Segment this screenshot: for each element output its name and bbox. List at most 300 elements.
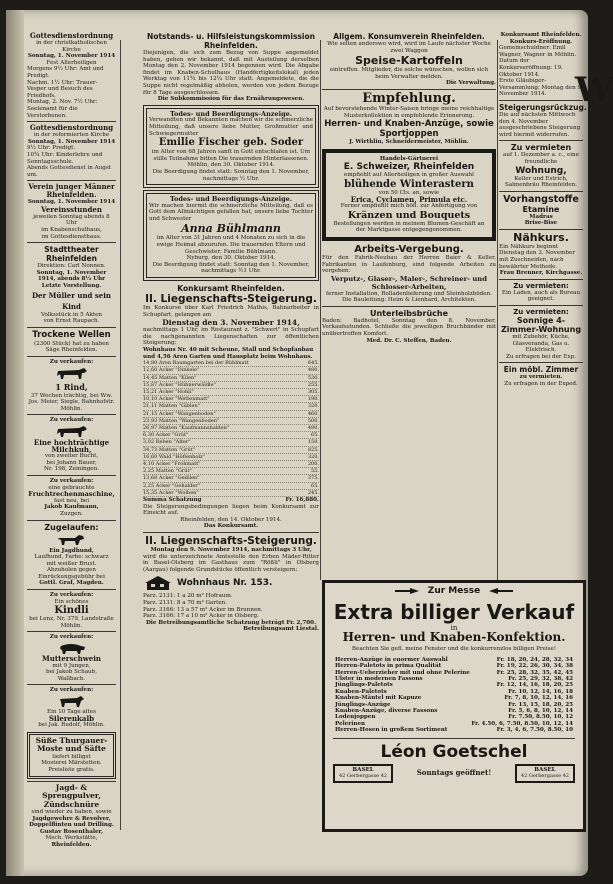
property-item: 6,30 Acker "Grüt" xyxy=(143,432,189,439)
pointing-hand-icon xyxy=(488,587,514,595)
divider xyxy=(499,229,583,230)
ad-body: Auf bevorstehende Winter-Saison bringe meine reichhaltige Musterkollektion in empfehlende Erinnerung. xyxy=(323,105,495,119)
property-value: 55. xyxy=(311,468,319,475)
price-values: Fr. 4.50, 6, 7.50, 8.50, 10, 12, 14 xyxy=(471,720,573,727)
ad-head: Zu verkaufen: xyxy=(49,477,94,484)
notice-place: Nyburg, den 30. Oktober 1914. xyxy=(186,255,276,262)
ad-line: Nachm. 1½ Uhr: Trauer-Vesper und Besuch des Friedhofs. xyxy=(27,79,98,99)
ad-body: von 50 Cts. an, sowie xyxy=(378,189,440,196)
price-values: Fr. 25, 29, 32, 38, 42 xyxy=(508,676,573,683)
property-row xyxy=(143,418,319,425)
ad-line: fast neu, bei xyxy=(53,497,90,504)
notice-name: Anna Bühlmann xyxy=(181,222,281,236)
ad-date: Sonntag, 1. November 1914 xyxy=(27,199,116,206)
price-label: Pelerinen xyxy=(335,720,366,727)
mutterschwein-ad xyxy=(27,634,116,682)
price-label: Herren-Anzüge in enormer Auswahl xyxy=(335,656,448,663)
property-item: 4,10 Acker "Frohmatt" xyxy=(143,461,201,468)
ad-line: Ein Jagdhund, xyxy=(49,547,94,554)
divider xyxy=(499,305,583,306)
ad-signature: Die Verwaltung. xyxy=(446,80,496,87)
book-binding xyxy=(6,10,24,876)
notice-name: Emilie Fischer geb. Soder xyxy=(158,137,304,149)
ad-title: Fruchtrechenmaschine, xyxy=(28,490,115,499)
ad-subtitle: in der reformierten Kirche xyxy=(33,132,110,139)
ad-line: jeweilen Sonntag abends 8 Uhr xyxy=(33,213,110,227)
property-row xyxy=(143,454,319,461)
ad-line: Volksstück in 5 Akten xyxy=(40,311,103,318)
property-row xyxy=(143,490,319,497)
ad-title: Jagd- & Sprengpulver, Zündschnüre xyxy=(42,782,101,809)
ad-title: Steigerungsrückzug. xyxy=(499,102,587,112)
handelsgaertnerei-ad xyxy=(322,149,496,241)
property-row xyxy=(143,468,319,475)
section-title: Konkursamt Rheinfelden. xyxy=(177,284,285,294)
ad-line: Mech. Werkstätte, xyxy=(45,835,98,842)
property-value: 825. xyxy=(307,446,319,453)
ad-line: 37 Wochen trächtig, bei Ww. Jos. Meier, Siegle, Bahnhofstr. xyxy=(28,392,115,406)
property-value: 480. xyxy=(307,367,319,374)
ad-title: 1 Rind, xyxy=(55,381,88,392)
moebl-zimmer-ad xyxy=(499,365,583,387)
divider xyxy=(322,306,496,307)
property-value: 530. xyxy=(307,374,319,381)
property-item: 13,68 Acker "Geißlen" xyxy=(143,475,200,482)
ad-title: Arbeits-Vergebung. xyxy=(354,243,464,255)
price-label: Ulster in modernen Fassons xyxy=(335,676,423,683)
notstand-ad xyxy=(143,32,319,103)
price-values: Fr. 3, 4, 6, 7.50, 8.50, 10 xyxy=(496,727,573,734)
ad-line: Zu erfragen bei der Exp. xyxy=(505,353,576,360)
ad-line: 10¾ Uhr: Kinderlehre und Sonntagsschule. xyxy=(27,151,103,165)
column-rule-1 xyxy=(120,40,121,830)
ad-body: empfiehlt auf Allerheiligen in großer Auswahl xyxy=(344,172,474,179)
ad-headline: Verputz-, Glaser-, Maler-, Schreiner- und Schlosser-Arbeiten, xyxy=(331,274,487,291)
street: 42 Gerbergasse 42 xyxy=(339,773,388,780)
ad-title: Zu vermieten: xyxy=(513,281,569,290)
naehkurs-ad xyxy=(499,232,583,277)
jagd-ad xyxy=(27,784,116,849)
ad-title: Handels-Gärtnerei xyxy=(379,155,439,162)
ad-body: Diejenigen, die sich zum Bezug von Suppe angemeldet haben, gehen wir bekannt, daß mit Austeilung derselben Montag den 2. November 1914 begonnen wird. Die Abgabe findet im Knaben-Schulhaus (Handfertigkeitslokal) jeden Werktag von 11¾ bis 12¼ Uhr statt. Angemeldete, die die Suppe nicht regelmäßig abholen, werden von jedem Bezuge für 8 Tage ausgeschlossen. xyxy=(143,50,319,96)
property-item: 21,11 Matten "Giblen" xyxy=(143,403,200,410)
pointing-hand-icon xyxy=(394,587,420,595)
dog-icon xyxy=(57,533,87,547)
ad-title: Vorhangstoffe xyxy=(503,193,579,205)
price-values: Fr. 18, 20, 24, 28, 32, 34 xyxy=(496,656,573,663)
ad-line: Gottl. Graf, Magden. xyxy=(39,580,104,587)
ad-title: Vereinsstunden xyxy=(41,204,102,214)
ad-line: Madras xyxy=(529,213,553,220)
city: BASEL xyxy=(534,766,556,773)
price-label: Herren-Hosen in großem Sortiment xyxy=(335,727,448,734)
ad-line: bei Lenz, Nr. 379, Landstraße Möhlin. xyxy=(29,616,114,629)
ad-line: Abends Gottesdienst in Augst um. xyxy=(27,165,111,178)
property-item: 15,21 Acker "Hohli" xyxy=(143,389,194,395)
price-values: Fr. 7.50, 8.50, 10, 12 xyxy=(508,714,573,721)
ad-headline: Der Müller und sein Kind xyxy=(31,290,112,311)
ad-signature: Die Subkommission für das Ernährungswesen. xyxy=(157,96,305,103)
ad-title: Verein junger Männer Rheinfelden. xyxy=(28,182,115,200)
steigerung-1-ad xyxy=(143,293,319,530)
ad-body: wird die unterzeichnete Amtsstelle den Erben Mäder-Ritter in Basel-Olsberg im Gasthaus zum "Rößli" in Olsberg (Aargau) folgende Grundstücke öffentlich versteigern: xyxy=(143,553,319,573)
property-item: 15,87 Acker "Hühnerwäldle" xyxy=(143,381,216,388)
ad-line: Ein schönes xyxy=(54,598,89,605)
wellen-ad xyxy=(27,330,116,354)
sale-headline: Extra billiger Verkauf xyxy=(333,600,575,624)
ad-subtitle: in der christkatholischen Kirche xyxy=(36,40,107,53)
ad-body: nachmittags 1 Uhr, im Restaurant z. "Schwert" in Schupfart die nachgenannten Liegenschaften zur öffentlichen Steigerung: xyxy=(143,327,319,347)
ad-headline: blühende Winterastern xyxy=(344,178,474,190)
ad-body: Ferner empfiehlt mich höfl. zur Anfertigung von xyxy=(340,203,478,210)
ad-line: Abzuholen gegen Einrückungsgebühr bei xyxy=(38,567,105,580)
ad-line: Morgens 9½ Uhr: Amt und Predigt. xyxy=(27,66,104,79)
ad-title: Zu vermieten: xyxy=(513,308,569,317)
property-item: 14,45 Matten "Kilen" xyxy=(143,374,197,381)
ad-date: Montag den 9. November 1914, nachmittags 3 Uhr, xyxy=(150,547,312,554)
total-value: Fr. 16,880. xyxy=(285,497,319,504)
ad-line: bei Jak. Rudolf, Möhlin. xyxy=(38,722,105,729)
ad-item: Erica, Cyclamen, Primula etc. xyxy=(350,194,468,204)
ad-signature: Med. Dr. C. Steffen, Baden. xyxy=(366,337,452,344)
property-item: 2,25 Acker "Gehalder" xyxy=(143,482,201,489)
ad-title: Kindli xyxy=(54,605,89,617)
ad-title: Empfehlung. xyxy=(362,90,456,106)
price-values: Fr. 10, 12, 14, 16, 18 xyxy=(508,688,573,695)
church-ad-christkatholisch xyxy=(27,32,116,119)
merchant-name: Léon Goetschel xyxy=(380,741,528,762)
ad-line: Ein Nähkurs beginnt Dienstag den 3. November mit Zuschneiden, nach bewährter Methode. xyxy=(499,243,575,270)
property-value: 375. xyxy=(307,475,319,482)
ad-body: eintreffen. Mitglieder, die solche wünschen, wollen sich beim Verwalter melden. xyxy=(329,67,489,80)
ad-title: Trockene Wellen xyxy=(32,329,111,340)
vorhangstoffe-ad xyxy=(499,194,583,227)
ad-headline: Herren- und Knaben-Anzüge, sowie Sportjoppen xyxy=(324,119,494,140)
divider xyxy=(499,191,583,192)
property-value: 150. xyxy=(307,439,319,446)
ad-line: Jagdgewehre & Revolver, xyxy=(32,815,111,822)
property-item: 10,10 Acker "Wettenmatt" xyxy=(143,396,210,403)
vermieten-laden-ad xyxy=(499,282,583,303)
ad-body: ferner Installation, Rolladenlieferung und Steinholzböden. xyxy=(326,290,492,297)
notice-body: im Alter von 68 Jahren sanft in Gott entschlafen ist. Um stille Teilnahme bitten Die trauernden Hinterlassenen. xyxy=(151,149,311,162)
ad-line: Datum der Konkurseröffnung: 19. Oktober 1914. xyxy=(499,58,563,78)
property-item: 2,25 Matten "Grüt" xyxy=(143,468,192,475)
ad-body: Baden: Badhotel, Sonntag den 8. November, Verkaufsstunden. Schließe die jeweiligen Bruchbänder mit unübertroffen Komfort. xyxy=(322,317,496,338)
property-row xyxy=(143,411,319,418)
ad-line: Erste Gläubiger-Versammlung: Montag den 9. November 1914. xyxy=(499,78,583,98)
divider xyxy=(143,532,319,533)
ad-line: Keller und Estrich, Salmenbräu Rheinfelden. xyxy=(504,175,578,189)
divider xyxy=(27,684,116,685)
price-label: Jünglings-Paletots xyxy=(335,682,393,689)
city: BASEL xyxy=(352,766,374,773)
divider xyxy=(322,89,496,90)
ad-line: Wallbach. xyxy=(57,675,86,682)
ad-line: Rheinfelden. xyxy=(51,842,92,849)
frucht-ad xyxy=(27,478,116,518)
ad-date: Sonntag, 1. November 1914 xyxy=(27,138,116,145)
opening-note: Sonntags geöffnet! xyxy=(416,767,492,777)
ad-headline: E. Schweizer, Rheinfelden xyxy=(343,162,475,173)
clothing-sale-ad: Zur Messe Extra billiger Verkauf in Herren- und Knaben-Konfektion. Beachten Sie gefl. meine Fenster und die konkurrenzlos billigen Preise! Herren-Anzüge in enormer Auswahl Fr. 18, 20, 24, 28, 32, 34 Herren-Paletots in prima Qualität Fr. 19, 22, 26, 30, 34, 38 Herren-Ueberzieher mit und ohne Pelerine Fr. 25, 28, 32, 35, 42, 45 Ulster in modernen Fassons Fr. 25, 29, 32, 38, 42 Jünglings-Paletots Fr. 12, 14, 16, 18, 20, 25 Knaben-Paletots Fr. 10, 12, 14, 16, 18 Knaben-Mäntel mit Kapuze Fr. 7, 8, 10, 12, 14, 16 Jünglings-Anzüge Fr. 13, 15, 18, 20, 25 Knaben-Anzüge, diverse Fassons Fr. 5, 6, 8, 10, 12, 14 Lodenjoppen Fr. 7.50, 8.50, 10, 12 Pelerinen Fr. 4.50, 6, 7.50, 8.50, 10, 12, 14 Herren-Hosen in großem Sortiment Fr. 3, 4, 6, 7.50, 8.50, 10 Léon Goetschel BASEL 42 Gerbergasse 42 Sonntags geöffnet! BASEL 42 Gerbergasse 42 xyxy=(322,580,586,832)
property-item: 15,35 Acker "Wolben" xyxy=(143,489,199,496)
ad-line: von Ernst Raupach. xyxy=(43,318,100,325)
divider xyxy=(27,520,116,521)
ad-line: im Gottesdiensthaus. xyxy=(41,233,102,240)
property-value: 200. xyxy=(307,461,319,468)
ad-title: II. Liegenschafts-Steigerung. xyxy=(145,535,317,548)
ad-body: Bestellungen werden in meinem Blumen-Geschäft an der Marktgasse entgegengenommen. xyxy=(333,220,485,234)
ad-line: Fest Allerheiligen xyxy=(46,59,97,66)
notice-burial: Die Beerdigung findet statt: Sonntag den 1. November, nachmittags ½1 Uhr. xyxy=(152,261,310,275)
ad-body: Die Steigerungsbedingungen liegen beim Konkursamt zur Einsicht auf. xyxy=(143,503,319,517)
property-row xyxy=(143,382,319,389)
divider xyxy=(27,631,116,632)
property-value: 500. xyxy=(307,417,319,424)
konsumverein-ad xyxy=(322,32,496,87)
ad-place: Rheinfelden, den 14. Oktober 1914. xyxy=(180,516,282,523)
ad-line: auf 1. Dezember a. c., eine freundliche xyxy=(503,152,579,165)
ad-line: Laufhund, Farbe: schwarz xyxy=(34,554,109,561)
notice-body: Verwandten und Bekannten machen wir die schmerzliche Mitteilung, daß unsere liebe Mutter, Großmutter und Schwiegermutter xyxy=(149,117,313,137)
property-value: 320. xyxy=(307,453,319,460)
property-value: 190. xyxy=(307,396,319,403)
church-ad-reformiert xyxy=(27,124,116,178)
divider xyxy=(27,242,116,243)
property-row xyxy=(143,375,319,382)
property-row xyxy=(143,389,319,396)
notice-body: Wir machen hiermit die schmerzliche Mitteilung, daß es Gott dem Allmächtigen gefallen hat, unsere liebe Tochter und Schwester xyxy=(149,202,313,222)
konkurs-eroeffnung-ad xyxy=(499,32,583,98)
property-item: 34,73 Matten "Grüt" xyxy=(143,446,196,453)
notice-title: Todes- und Beerdigungs-Anzeige. xyxy=(169,195,293,204)
ad-title: Allgem. Konsumverein Rheinfelden. xyxy=(333,32,485,41)
verein-ad xyxy=(27,183,116,240)
price-values: Fr. 7, 8, 10, 12, 14, 16 xyxy=(504,695,573,702)
ad-signature: Betreibungsamt Liestal. xyxy=(243,626,319,633)
ad-line: von zweiter Bucht, xyxy=(44,453,99,460)
street: 42 Gerbergasse 42 xyxy=(520,773,569,780)
property-row xyxy=(143,396,319,403)
column-3 xyxy=(322,32,496,609)
divider xyxy=(499,100,583,101)
divider xyxy=(27,414,116,415)
ad-body: Für den Fabrik-Neubau der Herren Baier & Keller, Fabrikanten in Laufenburg, sind folgende Arbeiten zu vergeben: xyxy=(322,254,496,275)
death-notice-buehlmann xyxy=(143,190,319,281)
price-values: Fr. 5, 6, 8, 10, 12, 14 xyxy=(508,708,573,715)
price-label: Herren-Ueberzieher mit und ohne Pelerine xyxy=(335,669,470,676)
divider xyxy=(499,140,583,141)
ad-title: Mutterschwein xyxy=(42,654,101,664)
property-row xyxy=(143,475,319,482)
ad-head: Zu verkaufen: xyxy=(49,417,94,424)
ad-line: zu vermieten. xyxy=(519,374,563,381)
ad-date: Sonntag, 1. November 1914, abends 8¼ Uhr xyxy=(36,269,107,283)
calf-icon xyxy=(57,695,87,708)
ad-head: Zu verkaufen: xyxy=(49,359,94,365)
ad-line: Brise-Bise xyxy=(524,220,558,227)
property-value: 490. xyxy=(307,425,319,432)
property-item: 26,97 Matten "Kaufmannshalden" xyxy=(143,425,230,432)
ad-line: Parz. 3166: 17 a 10 m² Acker in Olsberg. xyxy=(143,613,259,620)
property-row xyxy=(143,360,319,367)
ad-date: Sonntag, 1. November 1914 xyxy=(27,53,116,60)
rind-ad xyxy=(27,359,116,412)
column-2 xyxy=(143,32,319,844)
ad-title: Gottesdienstordnung xyxy=(29,123,114,133)
property-item: 16,60 Wald "Höflenholz" xyxy=(143,453,205,460)
ad-line: Nr. 198, Zeiningen. xyxy=(44,466,99,473)
ad-line: mit 9 Jungen, xyxy=(52,662,91,669)
property-item: 3,02 Reben "Alter" xyxy=(143,439,191,446)
ad-line: mit weißer Brust. xyxy=(46,560,97,567)
kindli-ad xyxy=(27,592,116,629)
unterleib-ad xyxy=(322,309,496,344)
price-list xyxy=(335,657,573,734)
ad-item: Wohnhaus Nr. 153. xyxy=(177,578,273,589)
ad-line: im Knabenschulhaus, xyxy=(41,227,102,234)
property-value: 320. xyxy=(307,403,319,410)
notice-body: im Alter von 31 Jahren und 4 Monaten zu sich in die ewige Heimat abzurufen. Die trauernden Eltern und Geschwister: Familie Bühlmann. xyxy=(156,235,306,255)
column-4 xyxy=(499,32,587,609)
ad-headline: Sonnige 4-Zimmer-Wohnung xyxy=(500,316,582,335)
ad-line: Letzte Vorstellung. xyxy=(41,283,102,290)
notice-burial: Die Beerdigung findet statt: Sonntag den 1. November, nachmittags ½ Uhr. xyxy=(152,168,310,182)
milchkuh-ad xyxy=(27,417,116,473)
property-item: 23,93 Matten "Wangenboden" xyxy=(143,417,220,424)
ad-line: Montag, 2. Nov. 7½ Uhr: Seelenamt für die Verstorbenen. xyxy=(27,99,98,119)
ad-body: Wie selten anderswo wird, wird im Laufe nächster Woche zwei Waggon xyxy=(327,41,491,54)
ad-line: Direktion: Carl Nonnen. xyxy=(37,263,106,270)
house-icon xyxy=(143,575,173,591)
ad-signature: J. Wirthlin, Schneidermeister, Möhlin. xyxy=(349,139,469,146)
ad-line: Frau Brenner, Kirchgasse. xyxy=(499,270,583,277)
vermieten-wohnung-ad xyxy=(499,143,583,188)
ad-line: Parz. 2131: 8 a 70 m² Garten. xyxy=(143,599,228,606)
ad-line: Etamine xyxy=(522,204,560,214)
ad-line: Parz. 2131: 1 a 20 m² Hofraum. xyxy=(143,593,233,600)
property-value: 65. xyxy=(311,482,319,489)
ad-headline: Speise-Kartoffeln xyxy=(355,54,463,68)
price-values: Fr. 13, 15, 18, 20, 25 xyxy=(508,701,573,708)
divider xyxy=(27,589,116,590)
property-table xyxy=(143,360,319,497)
ad-head: Zu verkaufen: xyxy=(49,592,94,599)
price-label: Knaben-Anzüge, diverse Fassons xyxy=(335,708,438,715)
property-value: 65. xyxy=(311,432,319,439)
vermieten-4zimmer-ad xyxy=(499,308,583,360)
sale-intro: Beachten Sie gefl. meine Fenster und die konkurrenzlos billigen Preise! xyxy=(351,646,557,653)
ad-line: eine gebrauchte xyxy=(48,484,95,491)
ad-line: sind wieder zu haben, sowie xyxy=(31,809,112,816)
sale-title: Zur Messe xyxy=(427,585,481,596)
property-row xyxy=(143,367,319,374)
sale-subhead: Herren- und Knaben-Konfektion. xyxy=(342,630,566,645)
divider xyxy=(27,781,116,782)
ad-line: Säge Rheinfelden. xyxy=(45,347,98,354)
ad-title: Gottesdienstordnung xyxy=(29,31,114,40)
ad-line: Gustav Rosenthaler, xyxy=(39,828,103,835)
ad-body: Im Konkurse über Karl Friedrich Mathis, Bahnarbeiter in Schupfart, gelangen am xyxy=(143,305,319,318)
notice-title: Todes- und Beerdigungs-Anzeige. xyxy=(169,109,293,118)
ad-subtitle: Konkurs-Eröffnung. xyxy=(509,38,573,45)
address-right xyxy=(515,764,575,783)
property-value: 245. xyxy=(307,489,319,496)
ad-title: Zu vermieten xyxy=(510,143,572,153)
ad-line: Mosterei Märstetten. xyxy=(41,760,102,767)
ad-line: Zu erfragen in der Exped. xyxy=(504,381,578,387)
property-value: 255. xyxy=(307,381,319,388)
price-values: Fr. 25, 28, 32, 35, 42, 45 xyxy=(496,669,573,676)
divider xyxy=(333,738,575,739)
ad-item: Wohnhaus Nr. 40 mit Scheune, Stall und Schopfanbau und 4,56 Aren Garten und Hausplatz beim Wohnhaus. xyxy=(143,347,314,360)
ad-title: Ein möbl. Zimmer xyxy=(503,365,579,375)
price-values: Fr. 19, 22, 26, 30, 34, 38 xyxy=(496,663,573,670)
divider xyxy=(499,279,583,280)
ad-signature: Die Bauleitung: Heim & Lienhard, Architekten. xyxy=(341,297,477,304)
ad-headline: Wohnung, xyxy=(515,165,567,176)
theater-ad xyxy=(27,245,116,325)
property-item: 12,60 Acker "Dinkele" xyxy=(143,367,200,374)
property-value: 645. xyxy=(307,360,319,367)
property-item: 21,15 Acker "Wangenboden" xyxy=(143,410,216,417)
divider xyxy=(27,327,116,328)
ad-date: Dienstag den 3. November 1914, xyxy=(162,318,300,328)
ad-line: mit Zubehör, Küche, Glasveranda, Gas u. Elektrisch. xyxy=(512,334,570,354)
price-values: Fr. 12, 14, 16, 18, 20, 25 xyxy=(496,682,573,689)
ad-line: bei Johann Bauer, xyxy=(46,459,97,466)
ad-title: Konkursamt Rheinfelden. xyxy=(500,32,582,38)
property-row xyxy=(143,425,319,432)
column-rule-2 xyxy=(320,40,321,580)
column-1 xyxy=(27,31,116,849)
price-label: Knaben-Mäntel mit Kapuze xyxy=(335,695,422,702)
ad-line: Die auf nächsten Mittwoch den 4. November ausgeschriebene Steigerung wird hiermit widerrufen. xyxy=(499,111,581,138)
ad-title: Eine hochträchtige Milchkuh, xyxy=(33,437,110,454)
property-row xyxy=(143,432,319,439)
address-row xyxy=(333,764,575,783)
property-row xyxy=(143,483,319,490)
zugelaufen-ad xyxy=(27,523,116,588)
price-label: Knaben-Paletots xyxy=(335,688,387,695)
ad-title: Notstands- u. Hilfsleistungskommission Rheinfelden. xyxy=(147,32,315,50)
price-label: Lodenjoppen xyxy=(335,714,376,721)
ad-title: Süße Thurgauer-Moste und Säfte xyxy=(35,735,108,754)
divider xyxy=(27,475,116,476)
ad-headline: Kränzen und Bouquets xyxy=(347,209,471,221)
price-label: Herren-Paletots in prima Qualität xyxy=(335,663,442,670)
notice-place: Möhlin, den 30. Oktober 1914. xyxy=(187,162,275,169)
next-page-edge-letter: W xyxy=(575,70,613,110)
ad-line: Jakob Kaufmann, xyxy=(44,504,99,511)
column-rule-3 xyxy=(497,40,498,580)
price-label: Jünglings-Anzüge xyxy=(335,701,391,708)
ad-line: (2300 Stück) hat zu haben xyxy=(33,340,110,347)
property-row xyxy=(143,447,319,454)
cow-icon xyxy=(55,425,89,439)
ad-line: Preisliste gratis. xyxy=(48,766,95,773)
property-value: 305. xyxy=(307,389,319,395)
death-notice-fischer xyxy=(143,105,319,188)
price-row xyxy=(335,727,573,733)
ad-head: Zu verkaufen: xyxy=(49,634,94,641)
property-item: 14,80 Aren Baumgarten bei der Bühlmatt xyxy=(143,360,249,367)
property-value: 460. xyxy=(307,410,319,417)
divider xyxy=(27,121,116,122)
ad-line: Zuzgen. xyxy=(60,510,83,517)
ad-line: bei Jakob Schaub, xyxy=(45,669,98,676)
